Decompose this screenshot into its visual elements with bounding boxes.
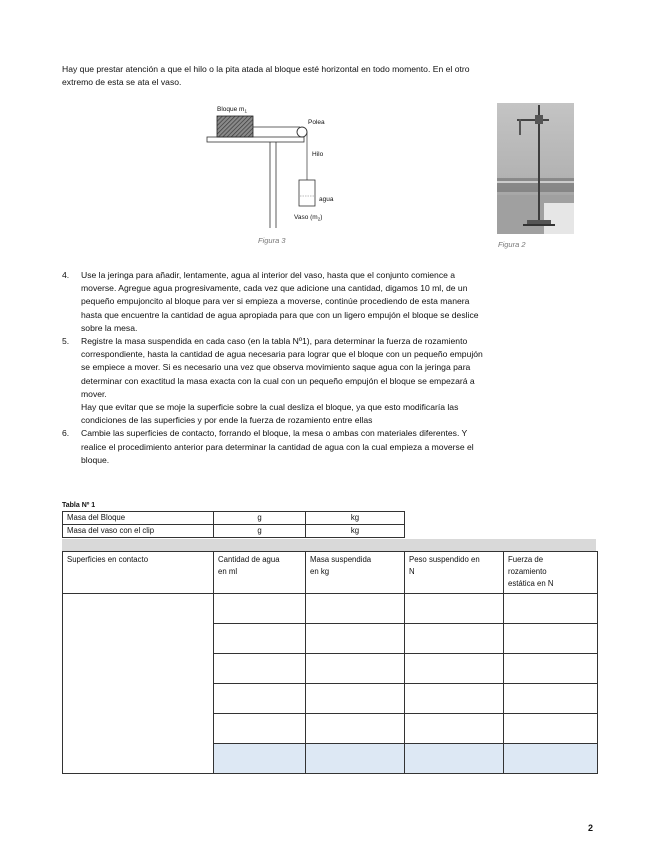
step-line: Use la jeringa para añadir, lentamente, agua al interior del vaso, hasta que el conjunto comience a [81, 270, 456, 280]
table-cell[interactable] [504, 684, 598, 714]
surface-cell[interactable] [63, 594, 214, 774]
step-line: moverse. Agregue agua progresivamente, cada vez que adicione una cantidad, digamos 10 ml, de un [81, 283, 468, 294]
step-5 [62, 335, 592, 427]
table-cell[interactable] [214, 714, 306, 744]
stand-photo [497, 103, 574, 234]
step-line: Registre la masa suspendida en cada caso (en la tabla Nº1), para determinar la fuerza de rozamiento [81, 336, 468, 347]
intro-line: Hay que prestar atención a que el hilo o la pita atada al bloque esté horizontal en todo momento. En el otro [62, 64, 470, 74]
table-cell[interactable] [405, 684, 504, 714]
header-cell: Masa suspendida en kg [306, 552, 405, 594]
table-1-title: Tabla Nº 1 [62, 502, 96, 509]
step-line: Cambie las superficies de contacto, forrando el bloque, la mesa o ambas con materiales diferentes. Y [81, 428, 468, 439]
table-cell[interactable] [214, 654, 306, 684]
header-row [63, 552, 598, 594]
step-number: 5. [62, 336, 70, 347]
figure-3-diagram [204, 100, 364, 235]
figure-2-photo [497, 103, 574, 234]
table-top [207, 137, 304, 142]
table-cell[interactable] [504, 624, 598, 654]
table-cell[interactable] [405, 744, 504, 774]
header-cell: Cantidad de agua en ml [214, 552, 306, 594]
table-cell[interactable] [306, 594, 405, 624]
procedure-steps [62, 269, 592, 467]
header-cell: Fuerza de rozamiento estática en N [504, 552, 598, 594]
table-cell[interactable] [306, 624, 405, 654]
thread-label: Hilo [312, 151, 324, 158]
step-4 [62, 269, 592, 335]
step-6 [62, 427, 592, 467]
table-cell[interactable] [405, 654, 504, 684]
step-line: mover. [81, 388, 107, 399]
table-cell[interactable] [306, 684, 405, 714]
mass-label: Masa del Bloque [63, 512, 214, 525]
water-label: agua [319, 196, 334, 203]
intro-paragraph [62, 63, 592, 89]
friction-setup-diagram [204, 100, 364, 230]
table-cell[interactable] [306, 654, 405, 684]
step-number: 4. [62, 270, 70, 280]
mass-row-block [63, 512, 405, 525]
pulley-shape [297, 127, 307, 137]
step-line: determinar con exactitud la masa exacta con la cual con un pequeño empujón el bloque se empezará a [81, 375, 475, 386]
table-cell[interactable] [504, 654, 598, 684]
table-row [63, 594, 598, 624]
header-cell: Peso suspendido en N [405, 552, 504, 594]
table-cell[interactable] [306, 744, 405, 774]
table-cell[interactable] [214, 684, 306, 714]
table-cell[interactable] [405, 624, 504, 654]
step-line: hasta que encuentre la cantidad de agua apropiada para que con un ligero empujón el bloque se deslice [81, 309, 479, 320]
step-line: pequeño empujoncito al bloque para ver si empieza a moverse, continúe procediendo de esta manera [81, 296, 470, 307]
table-cell[interactable] [405, 594, 504, 624]
mass-unit-kg: kg [306, 525, 405, 538]
intro-line: extremo de esta se ata el vaso. [62, 77, 182, 88]
header-cell: Superficies en contacto [63, 552, 214, 594]
glass-shape [299, 180, 315, 206]
mass-unit-kg: kg [306, 512, 405, 525]
mass-row-glass [63, 525, 405, 538]
table-separator-band [62, 539, 596, 551]
table-cell[interactable] [504, 744, 598, 774]
step-line: condiciones de las superficies y por ende la fuerza de rozamiento entre ellas [81, 415, 373, 426]
page-number: 2 [588, 823, 594, 833]
glass-label: Vaso $(m_2)$ [294, 214, 323, 222]
mass-table [62, 511, 405, 538]
block-shape [217, 116, 253, 137]
step-line: sobre la mesa. [81, 322, 138, 333]
step-line: Hay que evitar que se moje la superficie sobre la cual desliza el bloque, ya que esto modificaría las [81, 402, 459, 413]
block-label: Bloque $m_1$ [217, 106, 247, 114]
table-cell[interactable] [504, 594, 598, 624]
table-cell[interactable] [214, 624, 306, 654]
table-cell[interactable] [405, 714, 504, 744]
table-cell[interactable] [214, 594, 306, 624]
table-cell[interactable] [214, 744, 306, 774]
step-line: realice el procedimiento anterior para determinar la cantidad de agua con la cual empieza a moverse el [81, 441, 474, 452]
mass-label: Masa del vaso con el clip [63, 525, 214, 538]
table-cell[interactable] [306, 714, 405, 744]
figure-3-caption: Figura 3 [258, 236, 286, 245]
table-cell[interactable] [504, 714, 598, 744]
step-number: 6. [62, 428, 70, 439]
friction-data-table [62, 551, 598, 774]
pulley-label: Polea [308, 119, 325, 126]
mass-unit-g: g [214, 525, 306, 538]
step-line: se empiece a mover. Si es necesario una vez que observa movimiento saque agua con la jeringa para [81, 362, 471, 373]
mass-unit-g: g [214, 512, 306, 525]
step-line: bloque. [81, 454, 110, 465]
step-line: correspondiente, hasta la cantidad de agua necesaria para lograr que el bloque con un pequeño empujón [81, 349, 483, 360]
figure-2-caption: Figura 2 [498, 240, 526, 249]
